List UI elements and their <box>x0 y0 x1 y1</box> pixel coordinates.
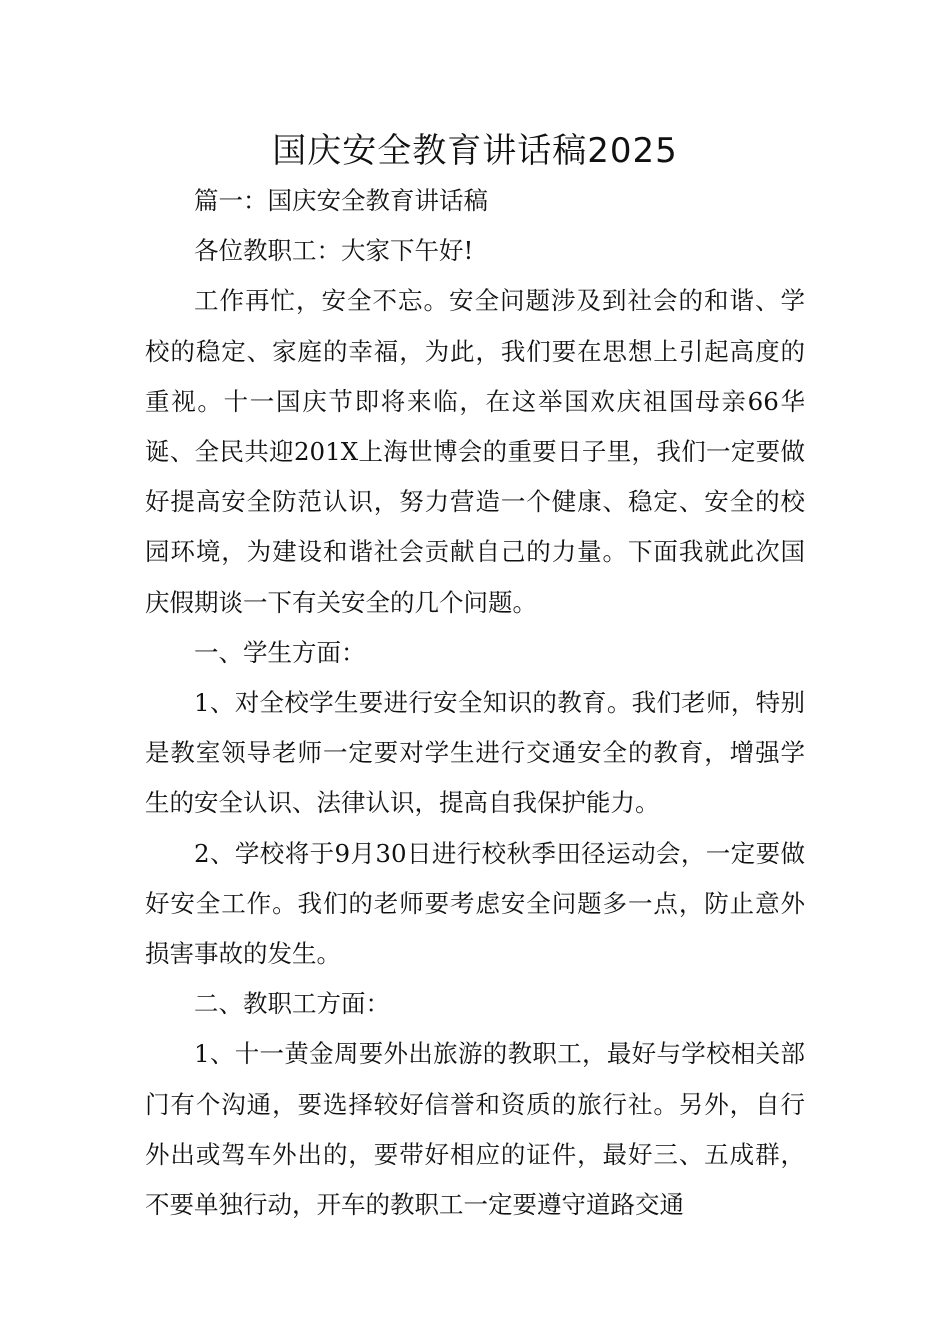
paragraph-staff-1: 1、十一黄金周要外出旅游的教职工，最好与学校相关部门有个沟通，要选择较好信誉和资质的旅行社。另外，自行外出或驾车外出的，要带好相应的证件，最好三、五成群，不要单独行动，开车的教职工一定要遵守道路交通 <box>145 1039 805 1220</box>
paragraph-students-heading: 一、学生方面： <box>194 637 366 667</box>
paragraph-intro: 工作再忙，安全不忘。安全问题涉及到社会的和谐、学校的稳定、家庭的幸福，为此，我们要在思想上引起高度的重视。十一国庆节即将来临，在这举国欢庆祖国母亲66华诞、全民共迎201X上海世博会的重要日子里，我们一定要做好提高安全防范认识，努力营造一个健康、稳定、安全的校园环境，为建设和谐社会贡献自己的力量。下面我就此次国庆假期谈一下有关安全的几个问题。 <box>145 286 805 617</box>
paragraph-staff-heading: 二、教职工方面： <box>194 989 390 1019</box>
paragraph-students-2: 2、学校将于9月30日进行校秋季田径运动会，一定要做好安全工作。我们的老师要考虑安全问题多一点，防止意外损害事故的发生。 <box>145 838 805 969</box>
paragraph-greeting: 各位教职工：大家下午好! <box>194 236 474 266</box>
paragraph-students-1: 1、对全校学生要进行安全知识的教育。我们老师，特别是教室领导老师一定要对学生进行交通安全的教育，增强学生的安全认识、法律认识，提高自我保护能力。 <box>145 688 805 818</box>
paragraph-section-heading: 篇一：国庆安全教育讲话稿 <box>194 186 488 215</box>
document-title: 国庆安全教育讲话稿2025 <box>272 131 678 171</box>
document-body <box>145 176 805 1230</box>
